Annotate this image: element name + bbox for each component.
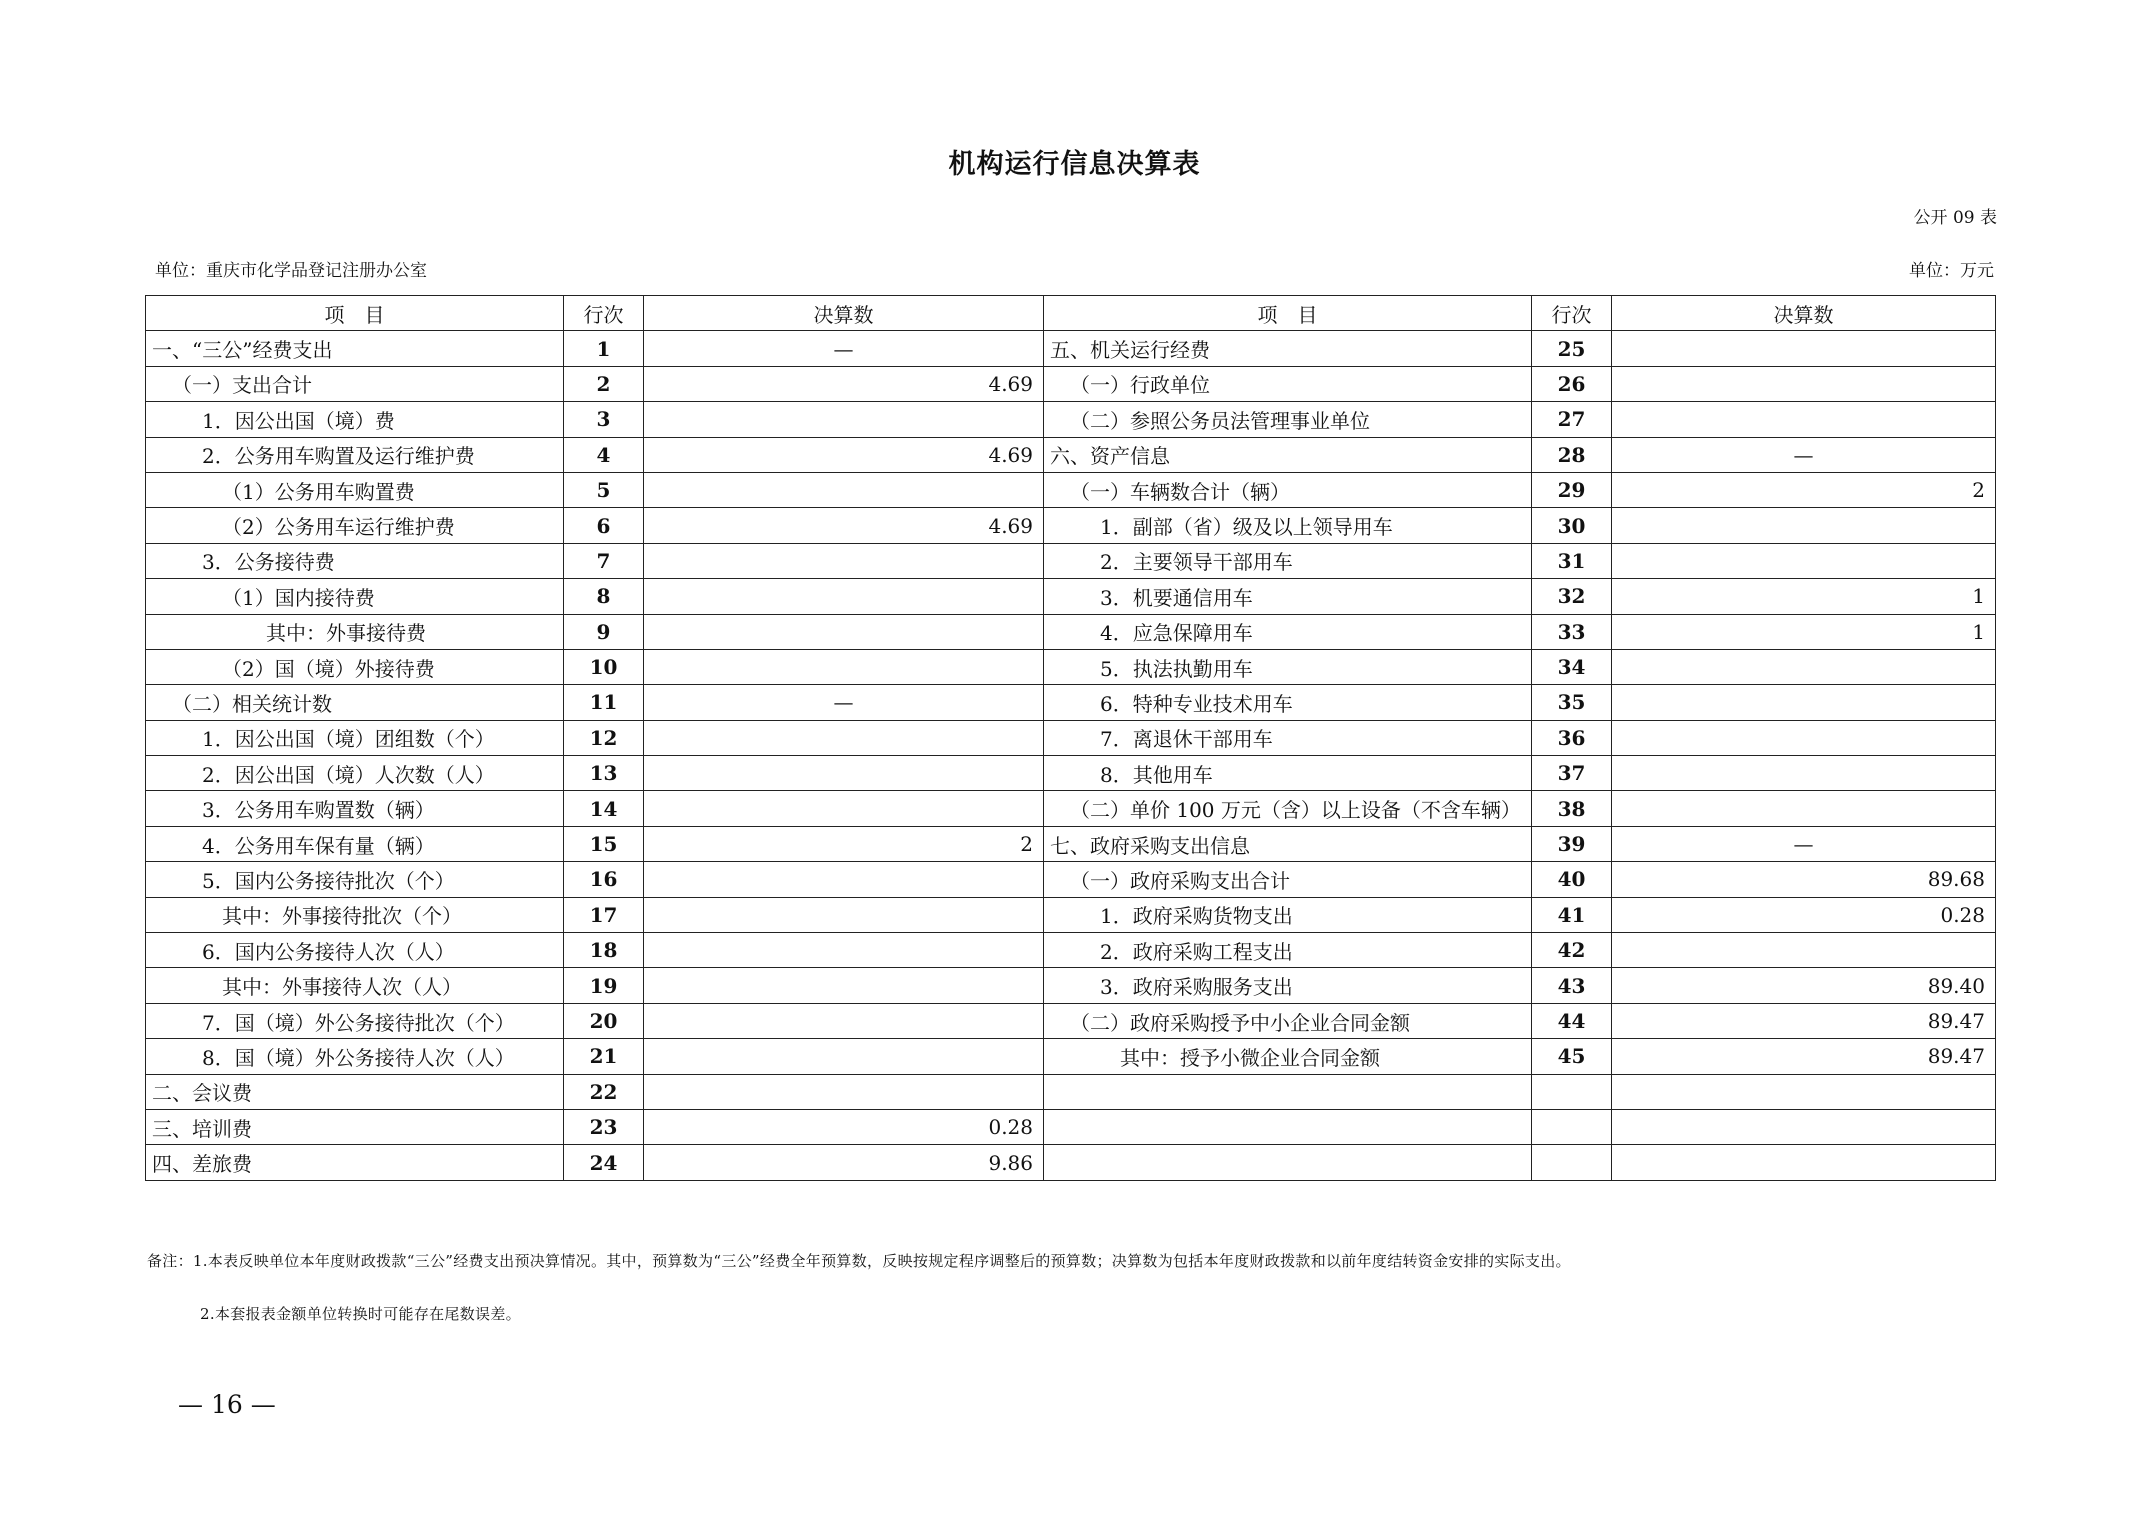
right-value-cell: —	[1612, 437, 1996, 472]
left-line-cell: 8	[564, 579, 644, 614]
page-number: — 16 —	[178, 1390, 276, 1419]
right-value-cell	[1612, 331, 1996, 366]
left-line-cell: 17	[564, 897, 644, 932]
right-value-cell: —	[1612, 826, 1996, 861]
table-row	[146, 1039, 1996, 1074]
header-item-left: 项 目	[146, 296, 564, 331]
right-line-cell: 40	[1532, 862, 1612, 897]
right-item-cell: 3．政府采购服务支出	[1044, 968, 1532, 1003]
right-item-cell	[1044, 1145, 1532, 1180]
right-line-cell: 38	[1532, 791, 1612, 826]
left-value-cell	[644, 402, 1044, 437]
left-item-cell: 4．公务用车保有量（辆）	[146, 826, 564, 861]
header-value-left: 决算数	[644, 296, 1044, 331]
right-line-cell: 36	[1532, 720, 1612, 755]
left-item-cell: （二）相关统计数	[146, 685, 564, 720]
left-value-cell: 4.69	[644, 437, 1044, 472]
footnote-2: 2.本套报表金额单位转换时可能存在尾数误差。	[200, 1305, 521, 1323]
right-line-cell: 45	[1532, 1039, 1612, 1074]
right-value-cell	[1612, 791, 1996, 826]
left-item-cell: 其中：外事接待人次（人）	[146, 968, 564, 1003]
left-value-cell	[644, 756, 1044, 791]
right-item-cell	[1044, 1074, 1532, 1109]
left-item-cell: 3．公务用车购置数（辆）	[146, 791, 564, 826]
left-line-cell: 11	[564, 685, 644, 720]
left-item-cell: （2）国（境）外接待费	[146, 649, 564, 684]
left-line-cell: 5	[564, 472, 644, 507]
left-value-cell	[644, 1003, 1044, 1038]
left-item-cell: （1）国内接待费	[146, 579, 564, 614]
right-line-cell: 29	[1532, 472, 1612, 507]
right-value-cell	[1612, 756, 1996, 791]
right-line-cell: 26	[1532, 366, 1612, 401]
table-row	[146, 543, 1996, 578]
document-title: 机构运行信息决算表	[948, 149, 1201, 180]
right-line-cell: 25	[1532, 331, 1612, 366]
left-line-cell: 22	[564, 1074, 644, 1109]
left-value-cell	[644, 791, 1044, 826]
table-row	[146, 579, 1996, 614]
table-row	[146, 933, 1996, 968]
left-item-cell: 1．因公出国（境）费	[146, 402, 564, 437]
right-value-cell: 89.47	[1612, 1003, 1996, 1038]
left-value-cell: —	[644, 331, 1044, 366]
left-value-cell	[644, 720, 1044, 755]
right-value-cell: 89.40	[1612, 968, 1996, 1003]
right-value-cell	[1612, 543, 1996, 578]
left-value-cell	[644, 1039, 1044, 1074]
left-item-cell: 8．国（境）外公务接待人次（人）	[146, 1039, 564, 1074]
left-value-cell: —	[644, 685, 1044, 720]
left-item-cell: 其中：外事接待批次（个）	[146, 897, 564, 932]
right-line-cell: 30	[1532, 508, 1612, 543]
unit-currency: 单位：万元	[1909, 261, 1994, 281]
table-row	[146, 1003, 1996, 1038]
right-line-cell: 35	[1532, 685, 1612, 720]
left-item-cell: （一）支出合计	[146, 366, 564, 401]
left-line-cell: 1	[564, 331, 644, 366]
left-value-cell	[644, 543, 1044, 578]
table-row	[146, 649, 1996, 684]
unit-organization: 单位：重庆市化学品登记注册办公室	[155, 261, 427, 281]
table-row	[146, 508, 1996, 543]
table-row	[146, 685, 1996, 720]
right-value-cell	[1612, 1109, 1996, 1144]
left-value-cell: 2	[644, 826, 1044, 861]
right-value-cell	[1612, 1074, 1996, 1109]
right-line-cell: 37	[1532, 756, 1612, 791]
right-item-cell: （一）车辆数合计（辆）	[1044, 472, 1532, 507]
right-value-cell: 0.28	[1612, 897, 1996, 932]
table-row	[146, 720, 1996, 755]
right-item-cell	[1044, 1109, 1532, 1144]
right-value-cell	[1612, 933, 1996, 968]
table-row	[146, 1074, 1996, 1109]
right-value-cell	[1612, 1145, 1996, 1180]
left-value-cell	[644, 1074, 1044, 1109]
left-value-cell	[644, 968, 1044, 1003]
left-line-cell: 6	[564, 508, 644, 543]
table-header-row	[146, 296, 1996, 331]
left-line-cell: 18	[564, 933, 644, 968]
right-value-cell	[1612, 402, 1996, 437]
table-row	[146, 897, 1996, 932]
right-item-cell: （一）行政单位	[1044, 366, 1532, 401]
right-item-cell: 4．应急保障用车	[1044, 614, 1532, 649]
right-item-cell: 8．其他用车	[1044, 756, 1532, 791]
header-line-left: 行次	[564, 296, 644, 331]
right-item-cell: （二）政府采购授予中小企业合同金额	[1044, 1003, 1532, 1038]
left-line-cell: 19	[564, 968, 644, 1003]
right-value-cell: 89.68	[1612, 862, 1996, 897]
operation-info-table	[145, 295, 1996, 1181]
left-value-cell: 0.28	[644, 1109, 1044, 1144]
left-item-cell: 7．国（境）外公务接待批次（个）	[146, 1003, 564, 1038]
right-value-cell	[1612, 649, 1996, 684]
right-item-cell: 7．离退休干部用车	[1044, 720, 1532, 755]
left-value-cell	[644, 649, 1044, 684]
right-item-cell: 五、机关运行经费	[1044, 331, 1532, 366]
right-item-cell: 3．机要通信用车	[1044, 579, 1532, 614]
left-value-cell	[644, 472, 1044, 507]
right-line-cell: 27	[1532, 402, 1612, 437]
table-row	[146, 402, 1996, 437]
header-line-right: 行次	[1532, 296, 1612, 331]
right-value-cell: 2	[1612, 472, 1996, 507]
left-value-cell: 9.86	[644, 1145, 1044, 1180]
right-line-cell	[1532, 1074, 1612, 1109]
right-item-cell: 1．副部（省）级及以上领导用车	[1044, 508, 1532, 543]
left-line-cell: 23	[564, 1109, 644, 1144]
left-item-cell: 三、培训费	[146, 1109, 564, 1144]
left-line-cell: 13	[564, 756, 644, 791]
left-line-cell: 7	[564, 543, 644, 578]
left-item-cell: 3．公务接待费	[146, 543, 564, 578]
table-row	[146, 968, 1996, 1003]
left-item-cell: 2．公务用车购置及运行维护费	[146, 437, 564, 472]
table-row	[146, 437, 1996, 472]
left-line-cell: 15	[564, 826, 644, 861]
left-value-cell	[644, 933, 1044, 968]
right-item-cell: 2．主要领导干部用车	[1044, 543, 1532, 578]
right-item-cell: 6．特种专业技术用车	[1044, 685, 1532, 720]
footnote-1: 备注：1.本表反映单位本年度财政拨款“三公”经费支出预决算情况。其中，预算数为“三公”经费全年预算数，反映按规定程序调整后的预算数；决算数为包括本年度财政拨款和以前年度结转资金安排的实际支出。	[147, 1252, 1571, 1270]
left-item-cell: 6．国内公务接待人次（人）	[146, 933, 564, 968]
right-item-cell: 六、资产信息	[1044, 437, 1532, 472]
table-row	[146, 826, 1996, 861]
right-value-cell	[1612, 720, 1996, 755]
left-value-cell	[644, 614, 1044, 649]
right-item-cell: （二）单价 100 万元（含）以上设备（不含车辆）	[1044, 791, 1532, 826]
right-item-cell: 2．政府采购工程支出	[1044, 933, 1532, 968]
table-row	[146, 331, 1996, 366]
right-value-cell: 1	[1612, 614, 1996, 649]
header-item-right: 项 目	[1044, 296, 1532, 331]
left-item-cell: 2．因公出国（境）人次数（人）	[146, 756, 564, 791]
right-line-cell: 31	[1532, 543, 1612, 578]
left-item-cell: 二、会议费	[146, 1074, 564, 1109]
right-line-cell: 43	[1532, 968, 1612, 1003]
table-row	[146, 1109, 1996, 1144]
left-item-cell: 四、差旅费	[146, 1145, 564, 1180]
left-value-cell: 4.69	[644, 366, 1044, 401]
right-item-cell: 1．政府采购货物支出	[1044, 897, 1532, 932]
table-row	[146, 614, 1996, 649]
left-line-cell: 21	[564, 1039, 644, 1074]
left-value-cell	[644, 579, 1044, 614]
left-line-cell: 3	[564, 402, 644, 437]
table-code: 公开 09 表	[1913, 208, 1997, 228]
table-row	[146, 1145, 1996, 1180]
left-item-cell: 1．因公出国（境）团组数（个）	[146, 720, 564, 755]
right-value-cell	[1612, 508, 1996, 543]
right-line-cell: 34	[1532, 649, 1612, 684]
right-line-cell	[1532, 1145, 1612, 1180]
left-line-cell: 4	[564, 437, 644, 472]
right-item-cell: 七、政府采购支出信息	[1044, 826, 1532, 861]
right-line-cell: 28	[1532, 437, 1612, 472]
left-item-cell: 其中：外事接待费	[146, 614, 564, 649]
table-row	[146, 756, 1996, 791]
left-line-cell: 14	[564, 791, 644, 826]
right-line-cell: 32	[1532, 579, 1612, 614]
right-value-cell: 89.47	[1612, 1039, 1996, 1074]
right-item-cell: （一）政府采购支出合计	[1044, 862, 1532, 897]
left-item-cell: （2）公务用车运行维护费	[146, 508, 564, 543]
table-row	[146, 791, 1996, 826]
right-line-cell: 44	[1532, 1003, 1612, 1038]
right-line-cell: 41	[1532, 897, 1612, 932]
right-line-cell: 39	[1532, 826, 1612, 861]
table-row	[146, 472, 1996, 507]
left-line-cell: 20	[564, 1003, 644, 1038]
left-line-cell: 12	[564, 720, 644, 755]
right-line-cell: 33	[1532, 614, 1612, 649]
right-item-cell: 其中：授予小微企业合同金额	[1044, 1039, 1532, 1074]
right-item-cell: 5．执法执勤用车	[1044, 649, 1532, 684]
left-line-cell: 2	[564, 366, 644, 401]
right-item-cell: （二）参照公务员法管理事业单位	[1044, 402, 1532, 437]
left-line-cell: 16	[564, 862, 644, 897]
left-item-cell: 5．国内公务接待批次（个）	[146, 862, 564, 897]
right-value-cell: 1	[1612, 579, 1996, 614]
left-line-cell: 24	[564, 1145, 644, 1180]
right-line-cell	[1532, 1109, 1612, 1144]
right-line-cell: 42	[1532, 933, 1612, 968]
left-line-cell: 10	[564, 649, 644, 684]
left-line-cell: 9	[564, 614, 644, 649]
right-value-cell	[1612, 685, 1996, 720]
left-item-cell: （1）公务用车购置费	[146, 472, 564, 507]
left-value-cell: 4.69	[644, 508, 1044, 543]
right-value-cell	[1612, 366, 1996, 401]
table-row	[146, 862, 1996, 897]
left-value-cell	[644, 862, 1044, 897]
left-item-cell: 一、“三公”经费支出	[146, 331, 564, 366]
table-row	[146, 366, 1996, 401]
left-value-cell	[644, 897, 1044, 932]
header-value-right: 决算数	[1612, 296, 1996, 331]
